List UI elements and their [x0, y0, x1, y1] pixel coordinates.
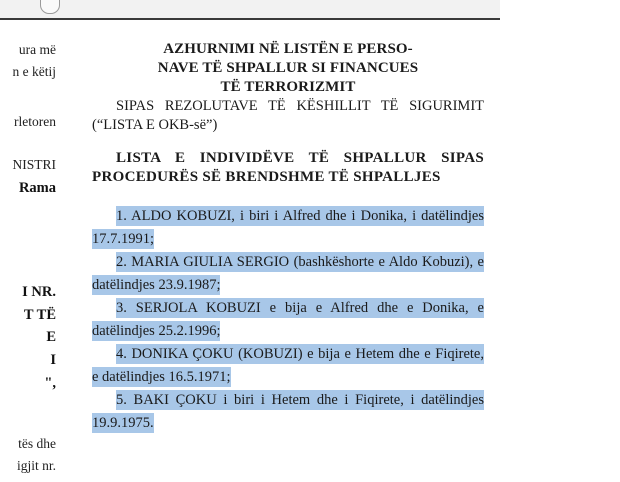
section-heading — [92, 40, 484, 97]
left-column-fragment — [0, 0, 70, 482]
left-text-fragment: I NR. — [22, 284, 56, 300]
selected-text[interactable]: 2. MARIA GIULIA SERGIO (bashkëshorte e Aldo Kobuzi), e datëlindjes 23.9.1987; — [92, 254, 484, 293]
list-heading: LISTA E INDIVIDËVE TË SHPALLUR SIPAS PROCEDURËS SË BRENDSHME TË SHPALLJES — [92, 150, 484, 185]
selected-text[interactable]: 3. SERJOLA KOBUZI e bija e Alfred dhe e Donika, e datëlindjes 25.2.1996; — [92, 300, 484, 339]
left-text-fragment: tës dhe — [18, 436, 56, 451]
left-text-fragment: I — [50, 352, 56, 368]
document-column — [92, 40, 484, 435]
top-toolbar — [0, 0, 500, 20]
left-text-fragment: NISTRI — [12, 157, 56, 172]
selected-text[interactable]: 5. BAKI ÇOKU i biri i Hetem dhe i Fiqirete, i datëlindjes 19.9.1975. — [92, 392, 484, 431]
left-text-fragment: ", — [44, 375, 56, 391]
list-item[interactable] — [92, 205, 484, 251]
left-text-fragment: Rama — [18, 180, 56, 196]
left-text-fragment: T TË — [23, 307, 56, 323]
left-text-fragment: n e këtij — [12, 64, 56, 79]
left-text-fragment: ura më — [18, 42, 56, 57]
list-item[interactable] — [92, 251, 484, 297]
selected-text[interactable]: 4. DONIKA ÇOKU (KOBUZI) e bija e Hetem dhe e Fiqirete, e datëlindjes 16.5.1971; — [92, 346, 484, 385]
section-subheading: SIPAS REZOLUTAVE TË KËSHILLIT TË SIGURIMIT (“LISTA E OKB-së”) — [92, 98, 484, 133]
left-text-fragment: E — [46, 329, 56, 345]
list-item[interactable] — [92, 389, 484, 435]
heading-line: AZHURNIMI NË LISTËN E PERSO- — [163, 41, 413, 57]
left-text-fragment: igjit nr. — [16, 458, 56, 473]
list-item[interactable] — [92, 343, 484, 389]
heading-line: TË TERRORIZMIT — [220, 79, 356, 95]
list-item[interactable] — [92, 297, 484, 343]
individuals-list[interactable] — [92, 205, 484, 435]
selected-text[interactable]: 1. ALDO KOBUZI, i biri i Alfred dhe i Donika, i datëlindjes 17.7.1991; — [92, 208, 484, 247]
left-text-fragment: rletoren — [14, 114, 56, 129]
heading-line: NAVE TË SHPALLUR SI FINANCUES — [157, 60, 419, 76]
